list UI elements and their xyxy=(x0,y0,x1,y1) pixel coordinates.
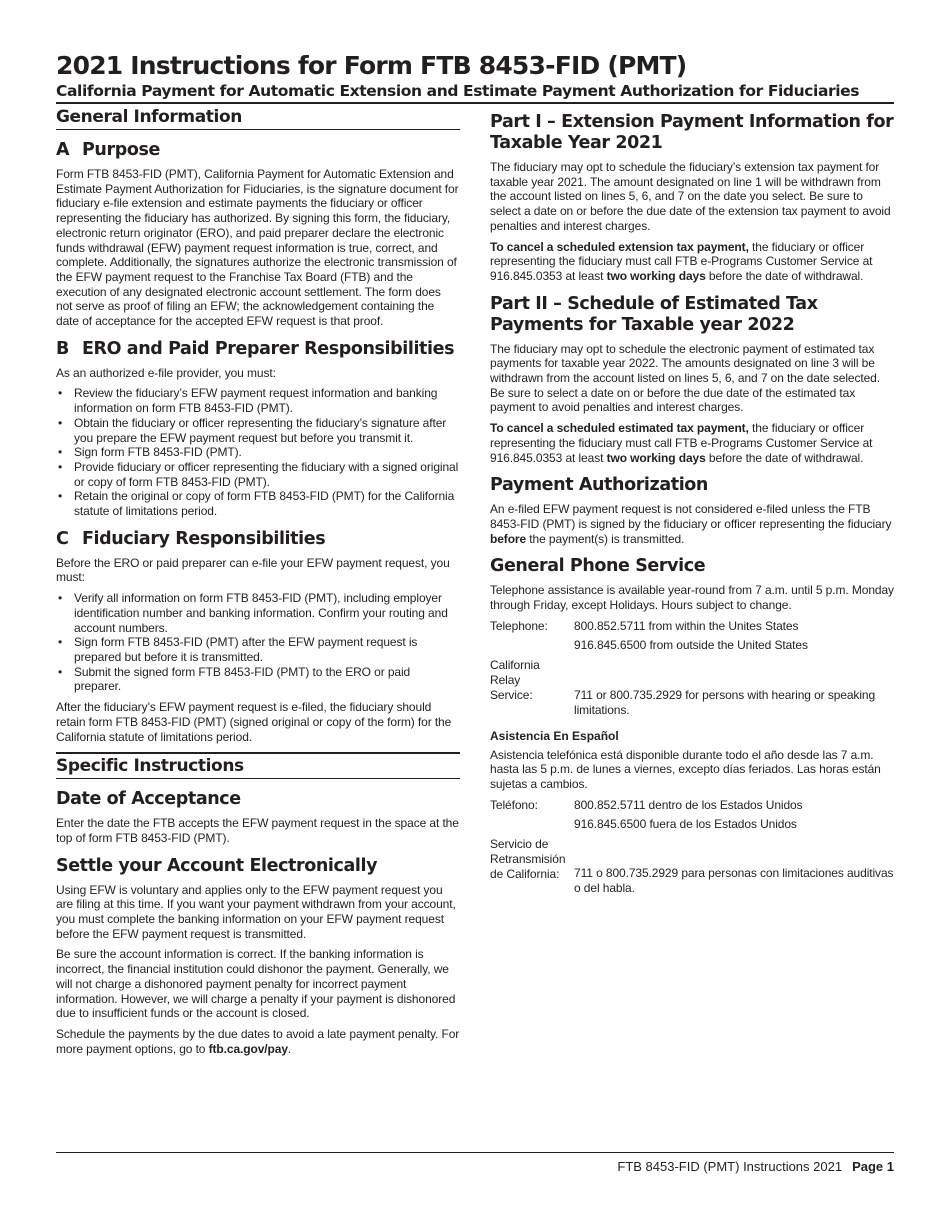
servicio-label-1: Servicio de xyxy=(490,837,549,852)
list-item: • Retain the original or copy of form FTB 8453-FID (PMT) for the California statute of limitations period. xyxy=(56,489,460,518)
telephone-label: Telephone: xyxy=(490,618,548,633)
part2-cancel-days: two working days xyxy=(606,450,706,465)
list-item: • Sign form FTB 8453-FID (PMT). xyxy=(56,445,460,460)
section-letter: A xyxy=(56,140,70,160)
ftb-pay-link[interactable]: ftb.ca.gov/pay xyxy=(208,1041,288,1056)
fiduciary-list xyxy=(56,591,460,694)
ero-intro: As an authorized e-file provider, you must: xyxy=(56,365,276,380)
part1-cancel-bold: To cancel a scheduled extension tax payment, xyxy=(490,239,749,254)
fiduciary-intro: Before the ERO or paid preparer can e-file your EFW payment request, you must: xyxy=(56,555,450,585)
part1-cancel-days: two working days xyxy=(606,268,706,283)
settle-body-3 xyxy=(56,1027,460,1056)
servicio-label-2: Retransmisión xyxy=(490,851,566,866)
acceptance-heading: Date of Acceptance xyxy=(56,789,241,810)
authorization-end: the payment(s) is transmitted. xyxy=(526,531,685,546)
part1-cancel-end: before the date of withdrawal. xyxy=(705,268,864,283)
relay-label-2: Relay xyxy=(490,672,521,687)
purpose-heading xyxy=(56,140,460,161)
telephone-number-2: 916.845.6500 from outside the United States xyxy=(574,638,808,653)
authorization-heading: Payment Authorization xyxy=(490,475,708,496)
empty-cell xyxy=(490,817,574,837)
servicio-label-3: de California: xyxy=(490,866,560,881)
part2-heading: Part II – Schedule of Estimated Tax Payments for Taxable year 2022 xyxy=(490,293,818,335)
part2-cancel xyxy=(490,421,894,465)
telephone-number-1: 800.852.5711 from within the Unites States xyxy=(574,618,799,633)
fiduciary-heading xyxy=(56,529,460,550)
servicio-value: 711 o 800.735.2929 para personas con limitaciones auditivas o del habla. xyxy=(574,866,894,896)
authorization-body xyxy=(490,502,894,546)
part1-cancel-text: the fiduciary or officer representing the fiduciary must call FTB e-Programs Customer Service at 916.845.0353 at least xyxy=(490,239,873,283)
relay-value: 711 or 800.735.2929 for persons with hearing or speaking limitations. xyxy=(574,688,876,717)
section-letter: B xyxy=(56,338,69,359)
part2-body: The fiduciary may opt to schedule the electronic payment of estimated tax payments for taxable year 2022. The amounts designated on line 3 will be withdrawn from the account listed on lines 5, 6, and 7 on the date selected. Be sure to select a date on or before the due date of the estimated tax payment to avoid penalties and interest charges. xyxy=(490,341,880,415)
document-subtitle: California Payment for Automatic Extension and Estimate Payment Authorization for Fiduciaries xyxy=(56,82,894,104)
phone-table xyxy=(490,619,894,723)
part2-cancel-bold: To cancel a scheduled estimated tax payment, xyxy=(490,421,749,436)
spanish-intro: Asistencia telefónica está disponible durante todo el año desde las 7 a.m. hasta las 5 p.m. de lunes a viernes, excepto días feriados. Las horas están sujetas a cambios. xyxy=(490,747,881,791)
relay-label-3: Service: xyxy=(490,687,533,702)
settle-heading: Settle your Account Electronically xyxy=(56,855,378,876)
ero-list xyxy=(56,386,460,518)
document-page xyxy=(56,50,894,1062)
settle-body-3-text: Schedule the payments by the due dates to avoid a late payment penalty. For more payment options, go to xyxy=(56,1026,460,1056)
part2-cancel-text: the fiduciary or officer representing the fiduciary must call FTB e-Programs Customer Service at 916.845.0353 at least xyxy=(490,421,873,465)
settle-body-2: Be sure the account information is correct. If the banking information is incorrect, the financial institution could dishonor the payment. Generally, we will not charge a dishonored payment penalty for incorrect payment information. However, we will charge a penalty if your payment is dishonored due to insufficient funds or the account is closed. xyxy=(56,947,456,1021)
fiduciary-heading-text: Fiduciary Responsibilities xyxy=(82,528,326,549)
general-information-heading: General Information xyxy=(56,106,460,130)
empty-cell xyxy=(490,638,574,658)
purpose-heading-text: Purpose xyxy=(82,140,160,160)
spanish-heading: Asistencia En Español xyxy=(490,728,619,743)
acceptance-body: Enter the date the FTB accepts the EFW payment request in the space at the top of form FTB 8453-FID (PMT). xyxy=(56,816,459,845)
list-item: • Provide fiduciary or officer representing the fiduciary with a signed original or copy of form FTB 8453-FID (PMT). xyxy=(56,460,460,489)
document-title: 2021 Instructions for Form FTB 8453-FID (PMT) xyxy=(56,51,687,80)
list-item: • Obtain the fiduciary or officer representing the fiduciary’s signature after you prepare the EFW payment request but before you transmit it. xyxy=(56,416,460,445)
purpose-body: Form FTB 8453-FID (PMT), California Payment for Automatic Extension and Estimate Payment Authorization for Fiduciaries, is the signature document for fiduciary e-file extension and estimate payments the fiduciary or officer representing the fiduciary has authorized. By signing this form, the fiduciary, electronic return originator (ERO), and paid preparer declare the electronic funds withdrawal (EFW) payment request information is true, correct, and complete. Additionally, the signatures authorize the electronic transmission of the EFW payment request to the Franchise Tax Board (FTB) and the execution of any designated electronic account settlement. The form does not serve as proof of filing an EFW; the acknowledgement containing the date of acceptance for the accepted EFW request is that proof. xyxy=(56,167,459,329)
part1-heading: Part I – Extension Payment Information for Taxable Year 2021 xyxy=(490,112,894,153)
relay-label xyxy=(490,658,574,722)
page-footer xyxy=(56,1152,894,1174)
part2-cancel-end: before the date of withdrawal. xyxy=(705,450,864,465)
list-item: • Verify all information on form FTB 8453-FID (PMT), including employer identification number and banking information. Confirm your routing and account numbers. xyxy=(56,591,460,635)
right-column xyxy=(490,106,894,1062)
telefono-number-1: 800.852.5711 dentro de los Estados Unidos xyxy=(574,797,803,812)
authorization-bold: before xyxy=(490,531,527,546)
fiduciary-after: After the fiduciary’s EFW payment request is e-filed, the fiduciary should retain form FTB 8453-FID (PMT) (signed original or copy of the form) for the California statute of limitations period. xyxy=(56,700,452,744)
spanish-phone-table xyxy=(490,798,894,901)
footer-form-label: FTB 8453-FID (PMT) Instructions 2021 xyxy=(617,1159,843,1174)
settle-body-1: Using EFW is voluntary and applies only to the EFW payment request you are filing at this time. If you want your payment withdrawn from your account, you must complete the banking information on your EFW payment request before the EFW payment request is transmitted. xyxy=(56,882,456,941)
telefono-label: Teléfono: xyxy=(490,797,538,812)
relay-label-1: California xyxy=(490,658,540,673)
page-number: Page 1 xyxy=(852,1159,894,1174)
list-item: • Sign form FTB 8453-FID (PMT) after the EFW payment request is prepared but before it is transmitted. xyxy=(56,635,460,664)
authorization-text: An e-filed EFW payment request is not considered e-filed unless the FTB 8453-FID (PMT) is signed by the fiduciary or officer representing the fiduciary xyxy=(490,502,892,531)
phone-heading: General Phone Service xyxy=(490,556,706,577)
part1-cancel xyxy=(490,240,894,284)
specific-instructions-heading: Specific Instructions xyxy=(56,752,460,779)
section-letter: C xyxy=(56,528,69,549)
phone-intro: Telephone assistance is available year-round from 7 a.m. until 5 p.m. Monday through Friday, except Holidays. Hours subject to change. xyxy=(490,583,894,613)
servicio-label xyxy=(490,837,574,901)
left-column xyxy=(56,106,460,1062)
ero-heading xyxy=(56,339,460,360)
telefono-number-2: 916.845.6500 fuera de los Estados Unidos xyxy=(574,817,797,832)
part1-body: The fiduciary may opt to schedule the fiduciary’s extension tax payment for taxable year 2021. The amount designated on line 1 will be withdrawn from the account listed on lines 5, 6, and 7 on the date you select. Be sure to select a date on or before the due date of the extension tax payment to avoid penalties and interest charges. xyxy=(490,160,891,233)
list-item: • Submit the signed form FTB 8453-FID (PMT) to the ERO or paid preparer. xyxy=(56,665,460,694)
list-item: • Review the fiduciary’s EFW payment request information and banking information on form FTB 8453-FID (PMT). xyxy=(56,386,460,415)
ero-heading-text: ERO and Paid Preparer Responsibilities xyxy=(82,338,455,359)
settle-body-3-end: . xyxy=(287,1041,292,1056)
